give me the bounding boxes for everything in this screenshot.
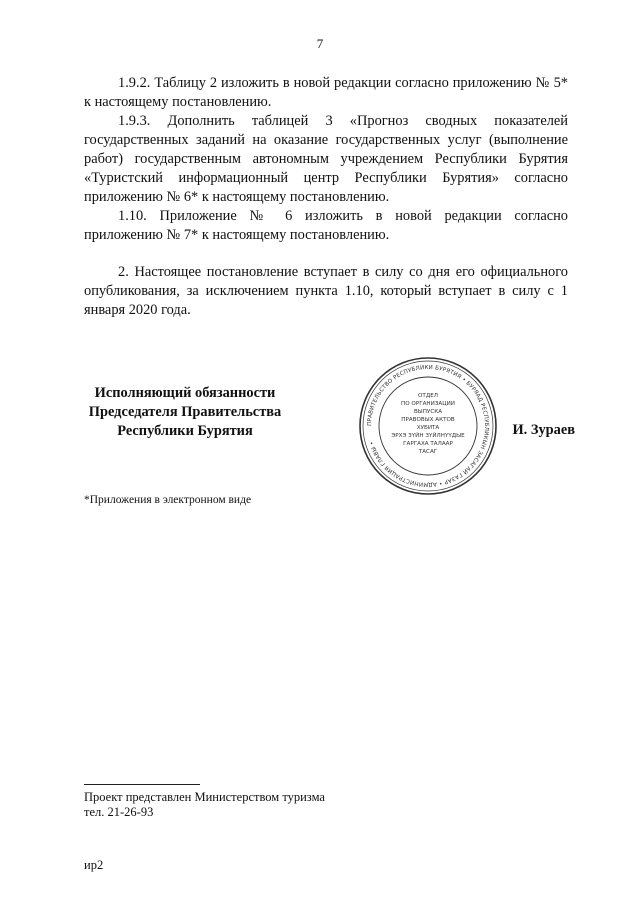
seal-center-line: ПРАВОВЫХ АКТОВ bbox=[401, 417, 455, 423]
signatory-position-line: Республики Бурятия bbox=[117, 423, 253, 439]
footer bbox=[84, 790, 325, 820]
seal-center-line: ТАСАГ bbox=[418, 449, 438, 455]
signatory-position-line: Председателя Правительства bbox=[88, 404, 282, 420]
paragraph-1-10: 1.10. Приложение № 6 изложить в новой редакции согласно приложению № 7* к настоящему постановлению. bbox=[84, 208, 568, 243]
paragraph-1-9-2: 1.9.2. Таблицу 2 изложить в новой редакции согласно приложению № 5* к настоящему постановлению. bbox=[84, 75, 568, 110]
footnote: *Приложения в электронном виде bbox=[84, 494, 252, 506]
paragraph-2: 2. Настоящее постановление вступает в силу со дня его официального опубликования, за исключением пункта 1.10, который вступает в силу с 1 января 2020 года. bbox=[84, 264, 568, 318]
seal-center-line: ГАРГАХА ТАЛААР bbox=[403, 441, 453, 447]
seal-center-line: ХУБИТА bbox=[416, 425, 440, 431]
paragraph-1-9-3: 1.9.3. Дополнить таблицей 3 «Прогноз сводных показателей государственных заданий на оказание государственных услуг (выполнение работ) государственным автономным учреждением Республики Бурятия «Туристский информационный центр Республики Бурятия» согласно приложению № 6* к настоящему постановлению. bbox=[84, 113, 568, 205]
signer-name: И. Зураев bbox=[512, 422, 575, 438]
signatory-position bbox=[80, 384, 290, 441]
seal-center-line: ВЫПУСКА bbox=[413, 409, 443, 415]
footer-prepared-by: Проект представлен Министерством туризма bbox=[84, 790, 325, 804]
seal-center-line: ОТДЕЛ bbox=[418, 393, 438, 399]
footer-phone: тел. 21-26-93 bbox=[84, 805, 154, 819]
seal-center-line: ЭРХЭ ЗҮЙН ЗҮЙЛНҮҮДЫЕ bbox=[391, 433, 465, 439]
seal-ring-text: ПРАВИТЕЛЬСТВО РЕСПУБЛИКИ БУРЯТИЯ • БУРЯАД РЕСПУБЛИКЫН ЗАСАГАЙ ГАЗАР • АДМИНИСТРАЦИЯ ГЛАВЫ • bbox=[366, 364, 490, 488]
page-number: 7 bbox=[316, 36, 324, 51]
footer-divider bbox=[84, 784, 200, 785]
signatory-position-line: Исполняющий обязанности bbox=[94, 385, 276, 401]
seal-center-line: ПО ОРГАНИЗАЦИИ bbox=[401, 401, 455, 407]
document-code: ир2 bbox=[84, 858, 104, 872]
body-text bbox=[84, 74, 568, 320]
official-seal-stamp bbox=[358, 356, 498, 496]
